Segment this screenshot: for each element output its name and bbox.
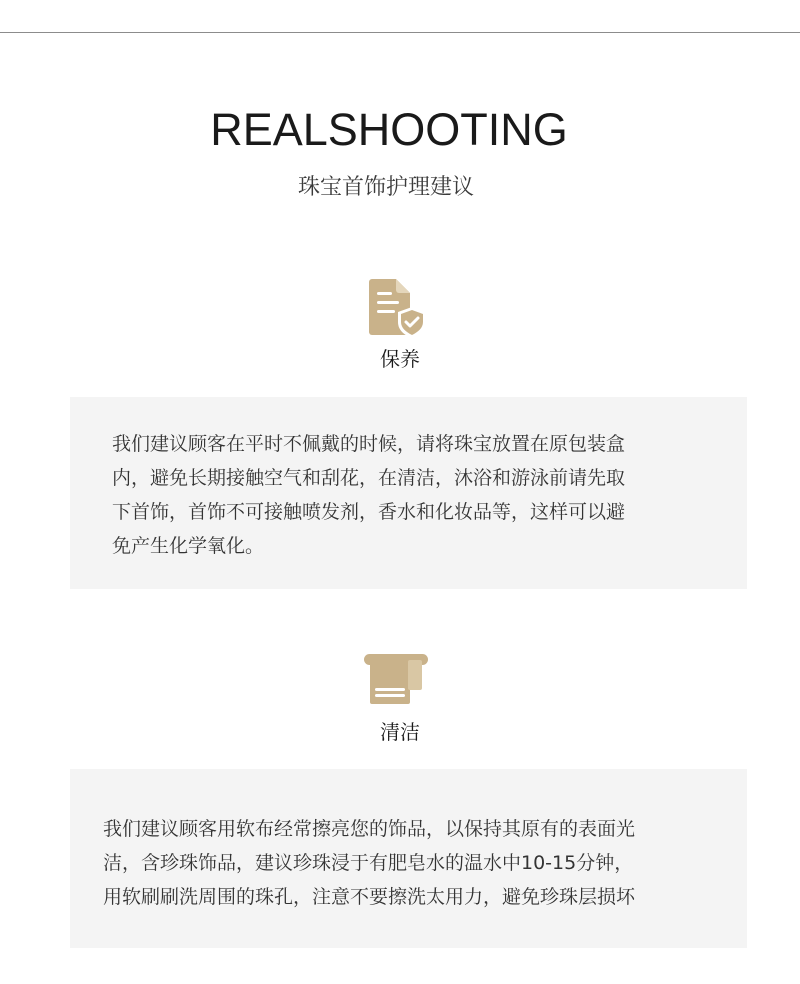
clean-line: 洁，含珍珠饰品，建议珍珠浸于有肥皂水的温水中10-15分钟， [103, 852, 634, 874]
care-line: 我们建议顾客在平时不佩戴的时候，请将珠宝放置在原包装盒 [112, 433, 626, 455]
page-title: REALSHOOTING [210, 104, 568, 155]
page-subtitle: 珠宝首饰护理建议 [297, 175, 474, 200]
section-label-clean: 清洁 [380, 720, 420, 744]
care-line: 内，避免长期接触空气和刮花，在清洁，沐浴和游泳前请先取 [112, 467, 626, 489]
care-panel [70, 397, 747, 589]
document-shield-icon [368, 276, 428, 338]
clean-line: 用软刷刷洗周围的珠孔，注意不要擦洗太用力，避免珍珠层损坏 [103, 886, 636, 908]
care-line: 下首饰，首饰不可接触喷发剂，香水和化妆品等，这样可以避 [112, 501, 626, 523]
care-line: 免产生化学氧化。 [112, 535, 265, 557]
section-label-care: 保养 [380, 347, 420, 371]
clean-line: 我们建议顾客用软布经常擦亮您的饰品，以保持其原有的表面光 [103, 818, 636, 840]
top-divider [0, 32, 800, 33]
clean-panel [70, 769, 747, 948]
towel-icon [364, 650, 428, 706]
